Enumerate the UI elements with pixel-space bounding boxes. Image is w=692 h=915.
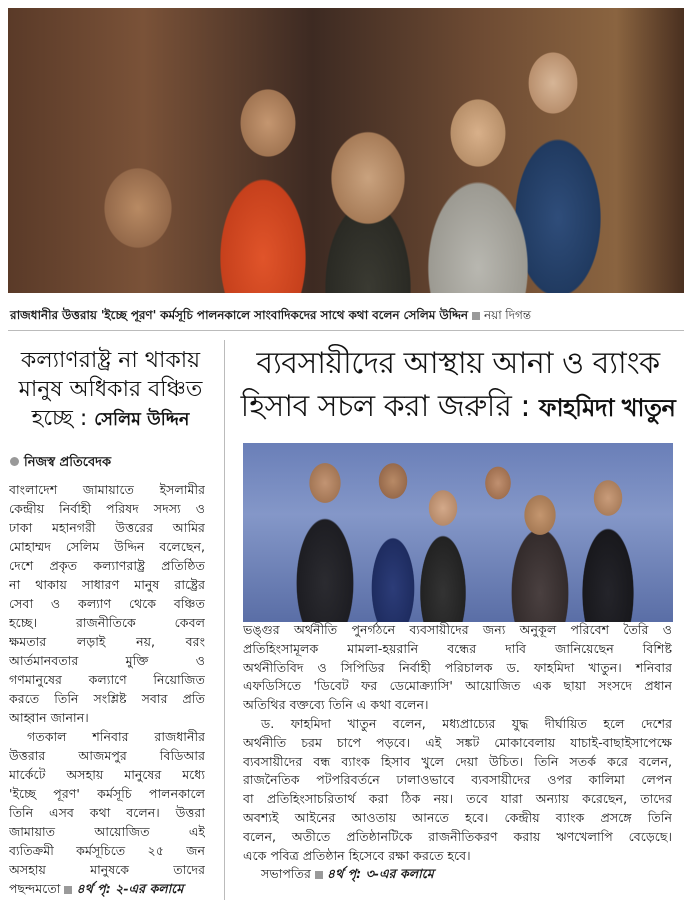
body-text-line: বাংলাদেশ জামায়াতে ইসলামীর [9,482,205,497]
body-text-line: সেবা ও কল্যাণ থেকে বঞ্চিত [9,596,205,611]
bullet-icon [10,457,19,466]
body-text-line: তিনি এসব কথা বলেন। উত্তরা [9,805,205,820]
column-divider [224,340,225,900]
body-text-line: গণমানুষের কল্যাণে নিয়োজিত [9,672,205,687]
body-text-line: এফডিসিতে 'ডিবেট ফর ডেমোক্র্যাসি' আয়োজিত এক ছায়া সংসদে প্রধান [243,678,672,694]
body-text-line: রাজনৈতিক পটপরিবর্তনে ঢালাওভাবে ব্যবসায়ীদের ওপর কালিমা লেপন [243,772,672,788]
headline-line: হচ্ছে : [31,406,88,431]
continuation-link[interactable]: ৪র্থ পৃ: ৩-এর কলামে [326,866,434,882]
body-text-line: কেন্দ্রীয় নির্বাহী পরিষদ সদস্য ও [9,501,205,516]
divider [8,330,684,331]
top-news-photo [8,8,684,293]
headline-line: মানুষ অধিকার বঞ্চিত [18,377,203,402]
body-text-line: বা প্রতিহিংসাচরিতার্থ করা ঠিক নয়। তবে যারা অন্যায় করেছেন, তাদের [243,791,672,807]
body-text-line: জামায়াত আয়োজিত এই [9,824,205,839]
photo-caption [10,307,682,327]
body-text-line: গতকাল শনিবার রাজধানীর [27,729,205,744]
caption-text: রাজধানীর উত্তরায় 'ইচ্ছে পূরণ' কর্মসূচি পালনকালে সাংবাদিকদের সাথে কথা বলেন সেলিম উদ্দিন [10,308,468,322]
body-text-line: অসহায় মানুষকে তাদের [9,862,205,877]
body-text-line: আহ্বান জানান। [9,710,89,725]
body-text-line: ড. ফাহমিদা খাতুন বলেন, মধ্যপ্রাচ্যের যুদ্ধ দীর্ঘায়িত হলে দেশের [261,716,672,731]
body-text-line: ব্যতিক্রমী কর্মসূচিতে ২৫ জন [9,843,205,858]
byline [10,453,111,474]
body-text-line: মোহাম্মদ সেলিম উদ্দিন বলেছেন, [9,539,205,554]
body-text-line: সভাপতির ৪র্থ পৃ: ৩-এর কলামে [261,866,434,882]
body-text-line: অর্থনীতি চরম চাপে পড়বে। এই সঙ্কট মোকাবেলায় যাচাই-বাছাইসাপেক্ষে [243,734,672,750]
body-text-line: পছন্দমতো ৪র্থ পৃ: ২-এর কলামে [9,881,184,896]
separator-square-icon [315,871,323,879]
headline-line: ব্যবসায়ীদের আস্থায় আনা ও ব্যাংক [256,346,660,381]
body-text-line: 'ইচ্ছে পূরণ' কর্মসূচি পালনকালে [9,786,205,801]
body-text-line: একে পবিত্র প্রতিষ্ঠান হিসেবে রক্ষা করতে হবে। [243,847,471,863]
headline-speaker: সেলিম উদ্দিন [94,410,190,430]
separator-square-icon [472,312,480,320]
body-text-line: অবশ্যই আইনের আওতায় আনতে হবে। কেন্দ্রীয় ব্যাংক প্রসঙ্গে তিনি [243,810,672,825]
body-text-line: ভঙ্গুর অর্থনীতি পুনর্গঠনে ব্যবসায়ীদের জন্য অনুকূল পরিবেশ তৈরি ও [243,622,672,637]
continuation-link[interactable]: ৪র্থ পৃ: ২-এর কলামে [76,881,184,896]
photo-credit: নয়া দিগন্ত [484,308,531,322]
body-text-line: উত্তরার আজমপুর বিডিআর [9,748,205,763]
body-text-line: অর্থনীতিবিদ ও সিপিডির নির্বাহী পরিচালক ড. ফাহমিদা খাতুন। শনিবার [243,659,672,675]
body-text-line: না থাকায় সাধারণ মানুষ রাষ্ট্রের [9,577,205,592]
headline-line: হিসাব সচল করা জরুরি : [240,389,530,424]
left-headline [8,346,213,435]
event-photo [243,443,673,622]
body-text-line: অতিথির বক্তব্যে তিনি এ কথা বলেন। [243,697,429,713]
body-text-line: আর্তমানবতার মুক্তি ও [9,653,205,668]
body-text-line: করতে তিনি সংশ্লিষ্ট সবার প্রতি [9,691,205,706]
body-text-line: বলেন, অতীতে প্রতিষ্ঠানটিকে রাজনীতিকরণ করায় ঋণখেলাপি বেড়েছে। [243,828,672,844]
body-text-line: মার্কেটে অসহায় মানুষের মধ্যে [9,767,205,782]
byline-text: নিজস্ব প্রতিবেদক [24,455,112,470]
body-text-line: ঢাকা মহানগরী উত্তরের আমির [9,520,205,535]
body-text-line: ক্ষমতার লড়াই নয়, বরং [9,634,205,649]
body-text-line: হচ্ছে। রাজনীতিকে কেবল [9,615,205,630]
headline-speaker: ফাহমিদা খাতুন [539,394,676,422]
right-headline [240,342,676,430]
separator-square-icon [64,886,72,894]
body-text-line: দেশে প্রকৃত কল্যাণরাষ্ট্র প্রতিষ্ঠিত [9,558,205,573]
body-text-line: ব্যবসায়ীদের বন্ধ ব্যাংক হিসাব খুলে দেয়া উচিত। তিনি সতর্ক করে বলেন, [243,753,672,769]
headline-line: কল্যাণরাষ্ট্র না থাকায় [20,348,201,373]
body-text-line: প্রতিহিংসামূলক মামলা-হয়রানি বন্ধের দাবি জানিয়েছেন বিশিষ্ট [243,640,672,656]
